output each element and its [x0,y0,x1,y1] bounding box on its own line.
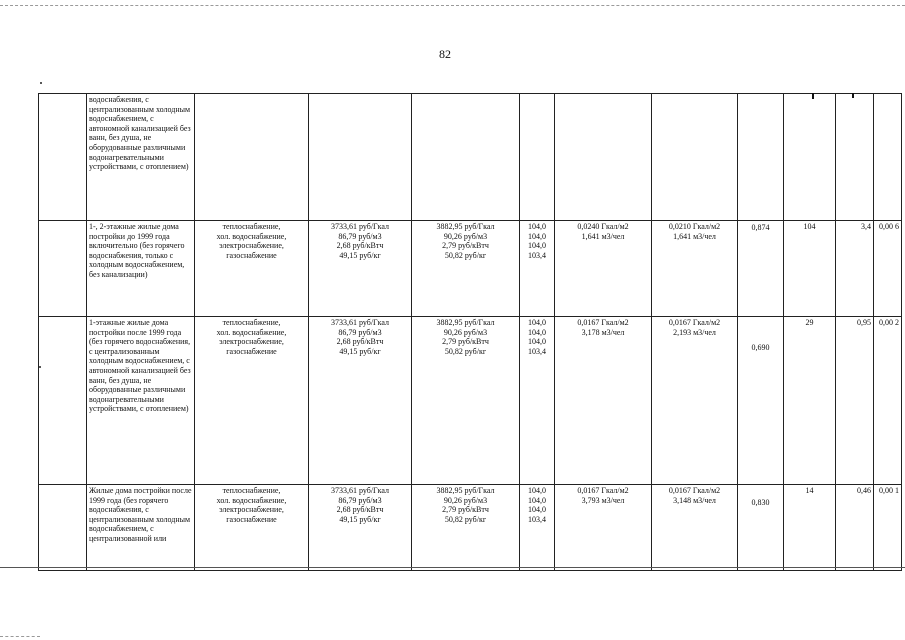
row-number-cell [39,485,87,571]
tariff-2016-cell [309,485,412,571]
index-cell-line: 103,4 [528,514,546,524]
coefficient-cell: 0,830 [738,485,784,571]
norm-new-cell [652,94,738,221]
value-cell: 0,95 [836,317,874,485]
last-cell [874,94,902,221]
index-cell-line: 103,4 [528,250,546,260]
index-cell-line: 104,0 [528,495,546,505]
tariff-2016-cell-line: 3733,61 руб/Гкал [330,222,390,231]
index-cell-line: 104,0 [528,318,546,327]
services-cell-line: газоснабжение [226,250,277,260]
house-type-cell: 1-этажные жилые дома постройки после 1999 года (без горячего водоснабжения, с централизованным холодным водоснабжением, с автономной канализацией без ванн, без душа, не оборудованные различными водонагревательными устройствами, с отоплением) [87,317,195,485]
tariff-2016-cell-line: 3733,61 руб/Гкал [330,486,390,495]
norm-old-cell-line: 0,0167 Гкал/м2 [577,318,629,327]
tariff-2017-cell-line: 50,82 руб/кг [444,346,487,356]
services-cell-line: теплоснабжение, [222,318,281,327]
tariff-2017-cell-line: 3882,95 руб/Гкал [436,318,495,327]
services-cell-line: электроснабжение, [219,241,284,251]
norm-old-cell-line: 3,793 м3/чел [581,495,625,505]
page-number: 82 [439,47,451,61]
index-cell [520,317,555,485]
services-cell [195,94,309,221]
tariff-2016-cell-line: 86,79 руб/м3 [338,231,382,241]
last-cell: 0,00 6 [874,221,902,317]
index-cell-line: 103,4 [528,346,546,356]
tariff-2016-cell [309,221,412,317]
norm-new-cell-line: 2,193 м3/чел [673,327,716,337]
scan-mark [852,93,854,98]
tariff-2017-cell-line: 2,79 руб/кВтч [442,505,489,515]
scan-speck [40,82,42,84]
coefficient-cell: 0,690 [738,317,784,485]
tariff-2017-cell-line: 3882,95 руб/Гкал [436,222,495,231]
row-number-cell [39,317,87,485]
tariff-2017-cell [412,485,520,571]
value-cell: 3,4 [836,221,874,317]
scan-mark [812,93,814,99]
table-row [39,94,902,221]
services-cell [195,485,309,571]
count-cell [784,94,836,221]
scan-bottom-edge [0,567,905,568]
tariff-2017-cell [412,94,520,221]
tariff-2017-cell-line: 90,26 руб/м3 [443,231,488,241]
tariff-table [38,93,902,571]
house-type-cell: 1-, 2-этажные жилые дома постройки до 1999 года включительно (без горячего водоснабжения, только с холодным водоснабжением, без канализации) [87,221,195,317]
index-cell-line: 104,0 [528,327,546,337]
tariff-2016-cell-line: 86,79 руб/м3 [338,327,382,337]
tariff-2017-cell-line: 50,82 руб/кг [444,514,487,524]
tariff-2016-cell-line: 49,15 руб/кг [339,250,381,260]
index-cell-line: 104,0 [528,505,546,515]
tariff-2017-cell-line: 50,82 руб/кг [444,250,487,260]
norm-new-cell-line: 0,0167 Гкал/м2 [668,486,721,495]
last-cell: 0,00 1 [874,485,902,571]
index-cell [520,485,555,571]
tariff-2016-cell-line: 2,68 руб/кВтч [336,505,384,515]
count-cell: 29 [784,317,836,485]
index-cell-line: 104,0 [528,241,546,251]
tariff-2017-cell-line: 3882,95 руб/Гкал [436,486,495,495]
value-cell: 0,46 [836,485,874,571]
norm-old-cell-line: 0,0240 Гкал/м2 [577,222,629,231]
tariff-2016-cell-line: 86,79 руб/м3 [338,495,382,505]
index-cell-line: 104,0 [528,486,546,495]
tariff-2017-cell-line: 2,79 руб/кВтч [442,241,489,251]
norm-new-cell-line: 3,148 м3/чел [673,495,716,505]
norm-old-cell [555,317,652,485]
norm-old-cell [555,94,652,221]
index-cell [520,221,555,317]
services-cell-line: теплоснабжение, [222,486,281,495]
index-cell [520,94,555,221]
table-row [39,317,902,485]
house-type-cell: Жилые дома постройки после 1999 года (без горячего водоснабжения, с централизованным холодным водоснабжением, с централизованной или [87,485,195,571]
services-cell [195,221,309,317]
tariff-2017-cell-line: 90,26 руб/м3 [443,327,488,337]
tariff-2016-cell-line: 3733,61 руб/Гкал [330,318,390,327]
services-cell-line: электроснабжение, [219,337,284,347]
norm-old-cell [555,485,652,571]
norm-old-cell-line: 1,641 м3/чел [581,231,625,241]
coefficient-cell [738,94,784,221]
tariff-2016-cell-line: 2,68 руб/кВтч [336,337,384,347]
services-cell-line: электроснабжение, [219,505,284,515]
tariff-2017-cell-line: 2,79 руб/кВтч [442,337,489,347]
scan-corner-mark [0,636,40,637]
services-cell-line: газоснабжение [226,514,277,524]
row-number-cell [39,221,87,317]
tariff-2017-cell [412,221,520,317]
house-type-cell: водоснабжения, с централизованным холодным водоснабжением, с автономной канализацией без ванн, без душа, не оборудованные различными водонагревательными устройствами, с отоплением) [87,94,195,221]
tariff-2017-cell-line: 90,26 руб/м3 [443,495,488,505]
services-cell-line: теплоснабжение, [222,222,281,231]
norm-new-cell [652,317,738,485]
services-cell-line: газоснабжение [226,346,277,356]
index-cell-line: 104,0 [528,337,546,347]
norm-new-cell [652,221,738,317]
tariff-2016-cell [309,94,412,221]
services-cell [195,317,309,485]
row-number-cell [39,94,87,221]
count-cell: 14 [784,485,836,571]
norm-new-cell-line: 1,641 м3/чел [673,231,716,241]
tariff-2016-cell-line: 49,15 руб/кг [339,346,381,356]
tariff-2016-cell [309,317,412,485]
norm-new-cell-line: 0,0210 Гкал/м2 [668,222,721,231]
table-row [39,485,902,571]
tariff-2017-cell [412,317,520,485]
norm-old-cell-line: 0,0167 Гкал/м2 [577,486,629,495]
services-cell-line: хол. водоснабжение, [216,231,287,241]
value-cell [836,94,874,221]
tariff-2016-cell-line: 49,15 руб/кг [339,514,381,524]
norm-new-cell-line: 0,0167 Гкал/м2 [668,318,721,327]
count-cell: 104 [784,221,836,317]
norm-old-cell-line: 3,178 м3/чел [581,327,625,337]
norm-old-cell [555,221,652,317]
last-cell: 0,00 2 [874,317,902,485]
tariff-2016-cell-line: 2,68 руб/кВтч [336,241,384,251]
services-cell-line: хол. водоснабжение, [216,495,287,505]
index-cell-line: 104,0 [528,222,546,231]
norm-new-cell [652,485,738,571]
coefficient-cell: 0,874 [738,221,784,317]
index-cell-line: 104,0 [528,231,546,241]
scan-top-edge [0,5,905,6]
services-cell-line: хол. водоснабжение, [216,327,287,337]
table-row [39,221,902,317]
